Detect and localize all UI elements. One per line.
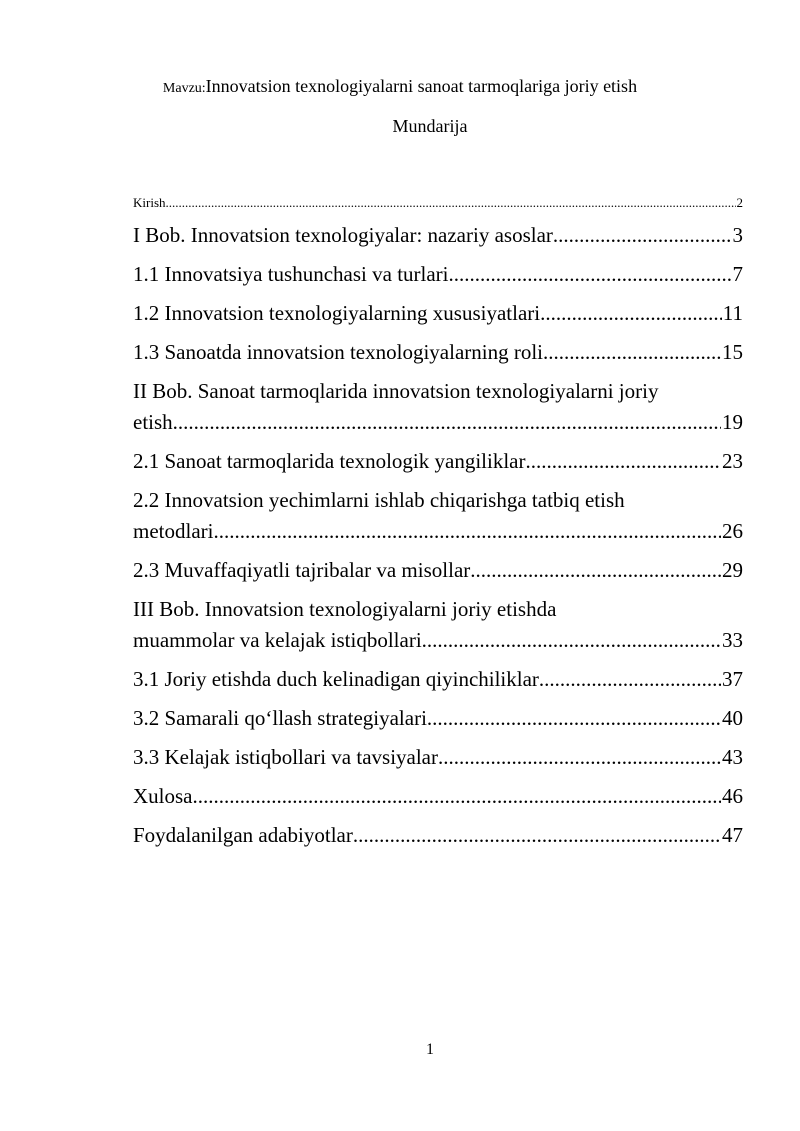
dot-leader: [166, 188, 736, 218]
toc-entry-page: 23: [722, 449, 743, 473]
toc-entry-page: 7: [732, 262, 743, 286]
toc-entry-section-1-3: [133, 337, 743, 368]
toc-entry-text: 3.3 Kelajak istiqbollari va tavsiyalar: [133, 745, 438, 769]
toc-entry-text: 1.2 Innovatsion texnologiyalarning xususiyatlari: [133, 301, 541, 325]
toc-entry-text: 2.1 Sanoat tarmoqlarida texnologik yangiliklar: [133, 449, 526, 473]
toc-entry-page: 33: [722, 628, 743, 652]
toc-entry-text: muammolar va kelajak istiqbollari: [133, 628, 422, 652]
toc-entry-introduction: [133, 188, 743, 218]
dot-leader: [526, 446, 722, 477]
toc-entry-chapter-2: [133, 376, 743, 438]
table-of-contents: [133, 188, 743, 859]
dot-leader: [213, 516, 721, 547]
document-topic: [0, 76, 800, 97]
toc-entry-conclusion: [133, 781, 743, 812]
toc-entry-page: 15: [722, 340, 743, 364]
toc-entry-section-1-1: [133, 259, 743, 290]
toc-entry-section-3-2: [133, 703, 743, 734]
toc-entry-page: 46: [722, 784, 743, 808]
toc-entry-section-2-3: [133, 555, 743, 586]
toc-entry-text: Xulosa: [133, 784, 193, 808]
toc-entry-page: 3: [732, 223, 743, 247]
toc-entry-text: 3.2 Samarali qo‘llash strategiyalari: [133, 706, 427, 730]
dot-leader: [438, 742, 721, 773]
dot-leader: [553, 220, 732, 251]
toc-entry-page: 29: [722, 558, 743, 582]
dot-leader: [422, 625, 721, 656]
dot-leader: [353, 820, 721, 851]
toc-entry-text: metodlari: [133, 519, 214, 543]
toc-entry-text-line1: II Bob. Sanoat tarmoqlarida innovatsion texnologiyalarni joriy: [133, 379, 659, 403]
toc-entry-section-1-2: [133, 298, 743, 329]
toc-entry-text: 2.3 Muvaffaqiyatli tajribalar va misollar: [133, 558, 471, 582]
dot-leader: [540, 298, 722, 329]
toc-entry-text: 1.1 Innovatsiya tushunchasi va turlari: [133, 262, 449, 286]
toc-entry-text: 1.3 Sanoatda innovatsion texnologiyalarning roli: [133, 340, 544, 364]
toc-title: Mundarija: [392, 116, 468, 136]
toc-entry-section-3-3: [133, 742, 743, 773]
toc-entry-page: 26: [722, 519, 743, 543]
dot-leader: [543, 337, 721, 368]
dot-leader: [173, 407, 721, 438]
toc-entry-chapter-3: [133, 594, 743, 656]
toc-entry-references: [133, 820, 743, 851]
toc-entry-page: 11: [722, 301, 743, 325]
toc-entry-text: etish: [133, 410, 173, 434]
dot-leader: [470, 555, 721, 586]
dot-leader: [539, 664, 721, 695]
toc-entry-page: 47: [722, 823, 743, 847]
toc-entry-section-2-1: [133, 446, 743, 477]
toc-entry-text-line1: III Bob. Innovatsion texnologiyalarni joriy etishda: [133, 597, 557, 621]
toc-entry-page: 2: [736, 195, 743, 210]
toc-entry-section-3-1: [133, 664, 743, 695]
toc-entry-section-2-2: [133, 485, 743, 547]
topic-text: Innovatsion texnologiyalarni sanoat tarmoqlariga joriy etish: [205, 76, 638, 96]
dot-leader: [193, 781, 722, 812]
toc-entry-text: Kirish: [133, 195, 166, 210]
dot-leader: [427, 703, 721, 734]
toc-entry-text: 3.1 Joriy etishda duch kelinadigan qiyinchiliklar: [133, 667, 539, 691]
toc-entry-page: 37: [722, 667, 743, 691]
toc-entry-text: I Bob. Innovatsion texnologiyalar: nazariy asoslar: [133, 223, 553, 247]
dot-leader: [449, 259, 732, 290]
toc-entry-chapter-1: [133, 220, 743, 251]
toc-entry-text-line1: 2.2 Innovatsion yechimlarni ishlab chiqarishga tatbiq etish: [133, 488, 625, 512]
toc-entry-page: 40: [722, 706, 743, 730]
toc-entry-page: 19: [722, 410, 743, 434]
toc-entry-page: 43: [722, 745, 743, 769]
topic-prefix: Mavzu:: [162, 81, 206, 96]
toc-entry-text: Foydalanilgan adabiyotlar: [133, 823, 353, 847]
page-number: 1: [426, 1041, 434, 1058]
